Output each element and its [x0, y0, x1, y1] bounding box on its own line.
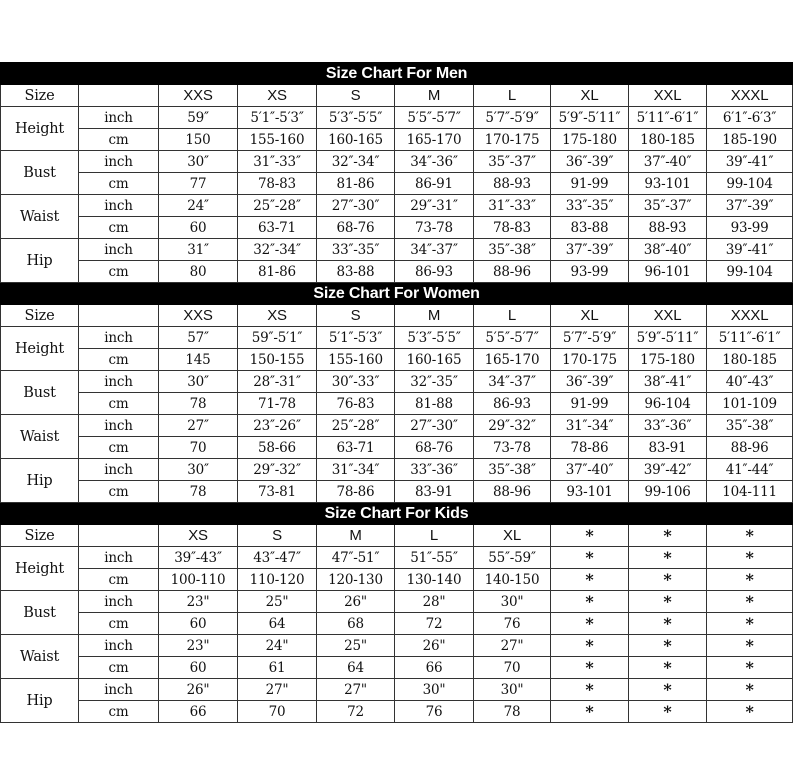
women-value-cell: 33″-36″	[395, 459, 474, 481]
men-value-cell: 39″-41″	[707, 151, 793, 173]
kids-unit-label: inch	[79, 635, 159, 657]
kids-value-cell: 25"	[238, 591, 317, 613]
women-value-cell: 88-96	[474, 481, 551, 503]
women-value-cell: 175-180	[629, 349, 707, 371]
kids-size-header: *	[551, 525, 629, 547]
men-unit-label: cm	[79, 173, 159, 195]
women-value-cell: 155-160	[317, 349, 395, 371]
men-value-cell: 99-104	[707, 261, 793, 283]
kids-value-cell: 23"	[159, 635, 238, 657]
kids-value-cell: 26"	[317, 591, 395, 613]
men-value-cell: 160-165	[317, 129, 395, 151]
kids-value-cell: 60	[159, 613, 238, 635]
women-size-header: S	[317, 305, 395, 327]
women-size-header: XL	[551, 305, 629, 327]
kids-value-cell: 28"	[395, 591, 474, 613]
men-value-cell: 68-76	[317, 217, 395, 239]
men-value-cell: 83-88	[551, 217, 629, 239]
men-value-cell: 60	[159, 217, 238, 239]
women-measure-label: Hip	[1, 459, 79, 503]
women-value-cell: 33″-36″	[629, 415, 707, 437]
women-value-cell: 5′1″-5′3″	[317, 327, 395, 349]
women-size-header-blank	[79, 305, 159, 327]
men-size-header: M	[395, 85, 474, 107]
women-unit-label: inch	[79, 415, 159, 437]
men-value-cell: 32″-34″	[238, 239, 317, 261]
kids-value-cell: *	[551, 591, 629, 613]
men-measure-label: Waist	[1, 195, 79, 239]
women-size-header-row	[1, 305, 793, 327]
women-unit-label: inch	[79, 327, 159, 349]
women-value-cell: 165-170	[474, 349, 551, 371]
kids-chart-title: Size Chart For Kids	[1, 503, 793, 525]
kids-value-cell: 78	[474, 701, 551, 723]
kids-value-cell: *	[551, 657, 629, 679]
women-value-cell: 101-109	[707, 393, 793, 415]
kids-value-cell: 27"	[238, 679, 317, 701]
kids-unit-label: cm	[79, 701, 159, 723]
women-measure-label: Height	[1, 327, 79, 371]
kids-value-cell: 25"	[317, 635, 395, 657]
women-value-cell: 86-93	[474, 393, 551, 415]
men-height-cm-row	[1, 129, 793, 151]
women-unit-label: cm	[79, 349, 159, 371]
kids-value-cell: 130-140	[395, 569, 474, 591]
men-value-cell: 88-93	[474, 173, 551, 195]
kids-value-cell: *	[707, 569, 793, 591]
kids-measure-label: Bust	[1, 591, 79, 635]
women-value-cell: 31″-34″	[551, 415, 629, 437]
kids-height-cm-row	[1, 569, 793, 591]
kids-bust-cm-row	[1, 613, 793, 635]
women-value-cell: 34″-37″	[474, 371, 551, 393]
kids-value-cell: *	[551, 679, 629, 701]
kids-hip-cm-row	[1, 701, 793, 723]
women-size-header: M	[395, 305, 474, 327]
men-hip-cm-row	[1, 261, 793, 283]
women-value-cell: 99-106	[629, 481, 707, 503]
men-size-header: XXS	[159, 85, 238, 107]
men-value-cell: 155-160	[238, 129, 317, 151]
kids-height-inch-row	[1, 547, 793, 569]
men-value-cell: 96-101	[629, 261, 707, 283]
kids-value-cell: *	[707, 657, 793, 679]
women-value-cell: 29″-32″	[238, 459, 317, 481]
kids-value-cell: *	[629, 591, 707, 613]
kids-value-cell: 68	[317, 613, 395, 635]
kids-value-cell: 30"	[395, 679, 474, 701]
men-measure-label: Height	[1, 107, 79, 151]
women-size-header: L	[474, 305, 551, 327]
men-value-cell: 37″-40″	[629, 151, 707, 173]
men-value-cell: 180-185	[629, 129, 707, 151]
kids-value-cell: 60	[159, 657, 238, 679]
men-value-cell: 37″-39″	[707, 195, 793, 217]
kids-value-cell: *	[551, 613, 629, 635]
men-value-cell: 30″	[159, 151, 238, 173]
men-value-cell: 80	[159, 261, 238, 283]
women-value-cell: 59″-5′1″	[238, 327, 317, 349]
men-unit-label: inch	[79, 107, 159, 129]
women-waist-cm-row	[1, 437, 793, 459]
men-value-cell: 5′9″-5′11″	[551, 107, 629, 129]
men-size-header: XS	[238, 85, 317, 107]
women-unit-label: cm	[79, 393, 159, 415]
kids-value-cell: 26"	[395, 635, 474, 657]
men-value-cell: 78-83	[238, 173, 317, 195]
men-unit-label: inch	[79, 195, 159, 217]
women-size-header: XXL	[629, 305, 707, 327]
kids-measure-label: Hip	[1, 679, 79, 723]
kids-measure-label: Waist	[1, 635, 79, 679]
men-value-cell: 24″	[159, 195, 238, 217]
men-value-cell: 81-86	[238, 261, 317, 283]
women-chart-title: Size Chart For Women	[1, 283, 793, 305]
kids-value-cell: 66	[159, 701, 238, 723]
kids-value-cell: 30"	[474, 591, 551, 613]
kids-value-cell: 100-110	[159, 569, 238, 591]
women-value-cell: 180-185	[707, 349, 793, 371]
women-value-cell: 39″-42″	[629, 459, 707, 481]
women-value-cell: 73-78	[474, 437, 551, 459]
kids-unit-label: inch	[79, 547, 159, 569]
kids-value-cell: *	[707, 613, 793, 635]
men-bust-inch-row	[1, 151, 793, 173]
kids-value-cell: 43″-47″	[238, 547, 317, 569]
men-title-row	[1, 63, 793, 85]
men-value-cell: 59″	[159, 107, 238, 129]
women-value-cell: 73-81	[238, 481, 317, 503]
men-value-cell: 34″-37″	[395, 239, 474, 261]
men-value-cell: 93-101	[629, 173, 707, 195]
men-value-cell: 99-104	[707, 173, 793, 195]
men-size-header: S	[317, 85, 395, 107]
kids-value-cell: 61	[238, 657, 317, 679]
men-unit-label: inch	[79, 151, 159, 173]
kids-value-cell: *	[707, 547, 793, 569]
men-value-cell: 31″-33″	[238, 151, 317, 173]
men-value-cell: 29″-31″	[395, 195, 474, 217]
men-value-cell: 185-190	[707, 129, 793, 151]
women-value-cell: 29″-32″	[474, 415, 551, 437]
women-value-cell: 37″-40″	[551, 459, 629, 481]
kids-value-cell: 55″-59″	[474, 547, 551, 569]
women-value-cell: 96-104	[629, 393, 707, 415]
women-size-header: XXXL	[707, 305, 793, 327]
women-value-cell: 25″-28″	[317, 415, 395, 437]
women-value-cell: 30″-33″	[317, 371, 395, 393]
men-size-header-blank	[79, 85, 159, 107]
women-size-header: XXS	[159, 305, 238, 327]
kids-value-cell: *	[707, 701, 793, 723]
men-value-cell: 5′5″-5′7″	[395, 107, 474, 129]
men-value-cell: 31″	[159, 239, 238, 261]
kids-value-cell: 120-130	[317, 569, 395, 591]
men-value-cell: 39″-41″	[707, 239, 793, 261]
kids-value-cell: 24"	[238, 635, 317, 657]
men-unit-label: cm	[79, 129, 159, 151]
women-unit-label: cm	[79, 437, 159, 459]
men-value-cell: 5′1″-5′3″	[238, 107, 317, 129]
kids-value-cell: 64	[238, 613, 317, 635]
kids-value-cell: 64	[317, 657, 395, 679]
kids-size-header: *	[629, 525, 707, 547]
women-value-cell: 150-155	[238, 349, 317, 371]
men-unit-label: cm	[79, 217, 159, 239]
women-value-cell: 76-83	[317, 393, 395, 415]
women-value-cell: 32″-35″	[395, 371, 474, 393]
men-value-cell: 36″-39″	[551, 151, 629, 173]
kids-value-cell: 23"	[159, 591, 238, 613]
kids-size-header: XS	[159, 525, 238, 547]
women-size-label: Size	[1, 305, 79, 327]
women-value-cell: 30″	[159, 371, 238, 393]
kids-value-cell: 72	[317, 701, 395, 723]
women-value-cell: 41″-44″	[707, 459, 793, 481]
men-size-header-row	[1, 85, 793, 107]
men-bust-cm-row	[1, 173, 793, 195]
kids-size-header: M	[317, 525, 395, 547]
kids-value-cell: 70	[238, 701, 317, 723]
women-waist-inch-row	[1, 415, 793, 437]
kids-size-header: S	[238, 525, 317, 547]
kids-value-cell: *	[707, 679, 793, 701]
women-value-cell: 68-76	[395, 437, 474, 459]
men-waist-cm-row	[1, 217, 793, 239]
men-value-cell: 88-96	[474, 261, 551, 283]
kids-waist-inch-row	[1, 635, 793, 657]
kids-size-header: XL	[474, 525, 551, 547]
men-value-cell: 88-93	[629, 217, 707, 239]
kids-waist-cm-row	[1, 657, 793, 679]
women-value-cell: 58-66	[238, 437, 317, 459]
kids-value-cell: *	[629, 701, 707, 723]
kids-value-cell: 140-150	[474, 569, 551, 591]
kids-value-cell: 26"	[159, 679, 238, 701]
men-value-cell: 73-78	[395, 217, 474, 239]
women-value-cell: 35″-38″	[707, 415, 793, 437]
women-measure-label: Waist	[1, 415, 79, 459]
kids-unit-label: cm	[79, 657, 159, 679]
kids-value-cell: 76	[474, 613, 551, 635]
men-value-cell: 165-170	[395, 129, 474, 151]
kids-value-cell: 66	[395, 657, 474, 679]
women-value-cell: 63-71	[317, 437, 395, 459]
men-value-cell: 33″-35″	[551, 195, 629, 217]
women-unit-label: inch	[79, 459, 159, 481]
men-measure-label: Hip	[1, 239, 79, 283]
kids-size-header-row	[1, 525, 793, 547]
kids-value-cell: 47″-51″	[317, 547, 395, 569]
women-height-inch-row	[1, 327, 793, 349]
women-value-cell: 88-96	[707, 437, 793, 459]
men-value-cell: 175-180	[551, 129, 629, 151]
men-unit-label: cm	[79, 261, 159, 283]
women-value-cell: 36″-39″	[551, 371, 629, 393]
women-value-cell: 5′5″-5′7″	[474, 327, 551, 349]
kids-value-cell: 39″-43″	[159, 547, 238, 569]
women-value-cell: 145	[159, 349, 238, 371]
kids-measure-label: Height	[1, 547, 79, 591]
women-size-header: XS	[238, 305, 317, 327]
men-value-cell: 93-99	[551, 261, 629, 283]
women-value-cell: 71-78	[238, 393, 317, 415]
women-value-cell: 28″-31″	[238, 371, 317, 393]
women-value-cell: 5′3″-5′5″	[395, 327, 474, 349]
kids-value-cell: 110-120	[238, 569, 317, 591]
kids-size-header	[79, 525, 159, 547]
men-value-cell: 33″-35″	[317, 239, 395, 261]
men-unit-label: inch	[79, 239, 159, 261]
women-value-cell: 93-101	[551, 481, 629, 503]
kids-value-cell: *	[551, 701, 629, 723]
kids-value-cell: 72	[395, 613, 474, 635]
men-value-cell: 35″-37″	[474, 151, 551, 173]
kids-value-cell: *	[629, 657, 707, 679]
men-size-header: XL	[551, 85, 629, 107]
kids-size-header: L	[395, 525, 474, 547]
women-value-cell: 160-165	[395, 349, 474, 371]
men-value-cell: 93-99	[707, 217, 793, 239]
women-value-cell: 70	[159, 437, 238, 459]
women-value-cell: 38″-41″	[629, 371, 707, 393]
women-value-cell: 78-86	[317, 481, 395, 503]
women-value-cell: 5′9″-5′11″	[629, 327, 707, 349]
men-value-cell: 86-93	[395, 261, 474, 283]
women-value-cell: 35″-38″	[474, 459, 551, 481]
women-value-cell: 78	[159, 393, 238, 415]
kids-value-cell: 51″-55″	[395, 547, 474, 569]
kids-value-cell: *	[629, 613, 707, 635]
men-value-cell: 6′1″-6′3″	[707, 107, 793, 129]
kids-value-cell: *	[551, 635, 629, 657]
men-value-cell: 35″-37″	[629, 195, 707, 217]
kids-title-row	[1, 503, 793, 525]
women-value-cell: 57″	[159, 327, 238, 349]
men-value-cell: 27″-30″	[317, 195, 395, 217]
women-value-cell: 5′11″-6′1″	[707, 327, 793, 349]
kids-unit-label: cm	[79, 613, 159, 635]
women-bust-inch-row	[1, 371, 793, 393]
men-value-cell: 63-71	[238, 217, 317, 239]
men-size-label: Size	[1, 85, 79, 107]
women-value-cell: 40″-43″	[707, 371, 793, 393]
men-value-cell: 150	[159, 129, 238, 151]
women-hip-cm-row	[1, 481, 793, 503]
men-value-cell: 91-99	[551, 173, 629, 195]
women-value-cell: 83-91	[395, 481, 474, 503]
women-height-cm-row	[1, 349, 793, 371]
women-value-cell: 5′7″-5′9″	[551, 327, 629, 349]
kids-value-cell: *	[551, 547, 629, 569]
men-measure-label: Bust	[1, 151, 79, 195]
men-value-cell: 170-175	[474, 129, 551, 151]
men-value-cell: 31″-33″	[474, 195, 551, 217]
kids-value-cell: 27"	[474, 635, 551, 657]
men-size-header: XXXL	[707, 85, 793, 107]
men-value-cell: 81-86	[317, 173, 395, 195]
women-measure-label: Bust	[1, 371, 79, 415]
women-title-row	[1, 283, 793, 305]
kids-value-cell: 70	[474, 657, 551, 679]
men-chart-title: Size Chart For Men	[1, 63, 793, 85]
women-value-cell: 91-99	[551, 393, 629, 415]
men-value-cell: 25″-28″	[238, 195, 317, 217]
men-size-header: L	[474, 85, 551, 107]
women-value-cell: 170-175	[551, 349, 629, 371]
women-value-cell: 30″	[159, 459, 238, 481]
size-chart-table	[0, 62, 793, 723]
kids-value-cell: *	[629, 635, 707, 657]
women-hip-inch-row	[1, 459, 793, 481]
kids-unit-label: inch	[79, 591, 159, 613]
women-value-cell: 83-91	[629, 437, 707, 459]
kids-value-cell: 27"	[317, 679, 395, 701]
men-value-cell: 32″-34″	[317, 151, 395, 173]
women-value-cell: 78	[159, 481, 238, 503]
women-value-cell: 23″-26″	[238, 415, 317, 437]
men-height-inch-row	[1, 107, 793, 129]
men-size-header: XXL	[629, 85, 707, 107]
men-value-cell: 5′7″-5′9″	[474, 107, 551, 129]
kids-value-cell: *	[707, 635, 793, 657]
women-value-cell: 31″-34″	[317, 459, 395, 481]
kids-value-cell: *	[629, 569, 707, 591]
kids-hip-inch-row	[1, 679, 793, 701]
size-chart-body	[1, 63, 793, 723]
men-value-cell: 34″-36″	[395, 151, 474, 173]
men-value-cell: 5′3″-5′5″	[317, 107, 395, 129]
men-value-cell: 38″-40″	[629, 239, 707, 261]
kids-bust-inch-row	[1, 591, 793, 613]
kids-unit-label: inch	[79, 679, 159, 701]
kids-value-cell: 76	[395, 701, 474, 723]
men-value-cell: 35″-38″	[474, 239, 551, 261]
kids-size-header: *	[707, 525, 793, 547]
kids-value-cell: *	[551, 569, 629, 591]
kids-value-cell: *	[629, 679, 707, 701]
men-waist-inch-row	[1, 195, 793, 217]
kids-value-cell: 30"	[474, 679, 551, 701]
men-value-cell: 5′11″-6′1″	[629, 107, 707, 129]
women-value-cell: 104-111	[707, 481, 793, 503]
men-value-cell: 77	[159, 173, 238, 195]
men-value-cell: 83-88	[317, 261, 395, 283]
women-value-cell: 27″	[159, 415, 238, 437]
women-value-cell: 78-86	[551, 437, 629, 459]
kids-value-cell: *	[629, 547, 707, 569]
women-value-cell: 81-88	[395, 393, 474, 415]
women-unit-label: cm	[79, 481, 159, 503]
men-value-cell: 86-91	[395, 173, 474, 195]
men-hip-inch-row	[1, 239, 793, 261]
kids-size-label: Size	[1, 525, 79, 547]
women-bust-cm-row	[1, 393, 793, 415]
women-unit-label: inch	[79, 371, 159, 393]
kids-value-cell: *	[707, 591, 793, 613]
men-value-cell: 78-83	[474, 217, 551, 239]
women-value-cell: 27″-30″	[395, 415, 474, 437]
men-value-cell: 37″-39″	[551, 239, 629, 261]
kids-unit-label: cm	[79, 569, 159, 591]
